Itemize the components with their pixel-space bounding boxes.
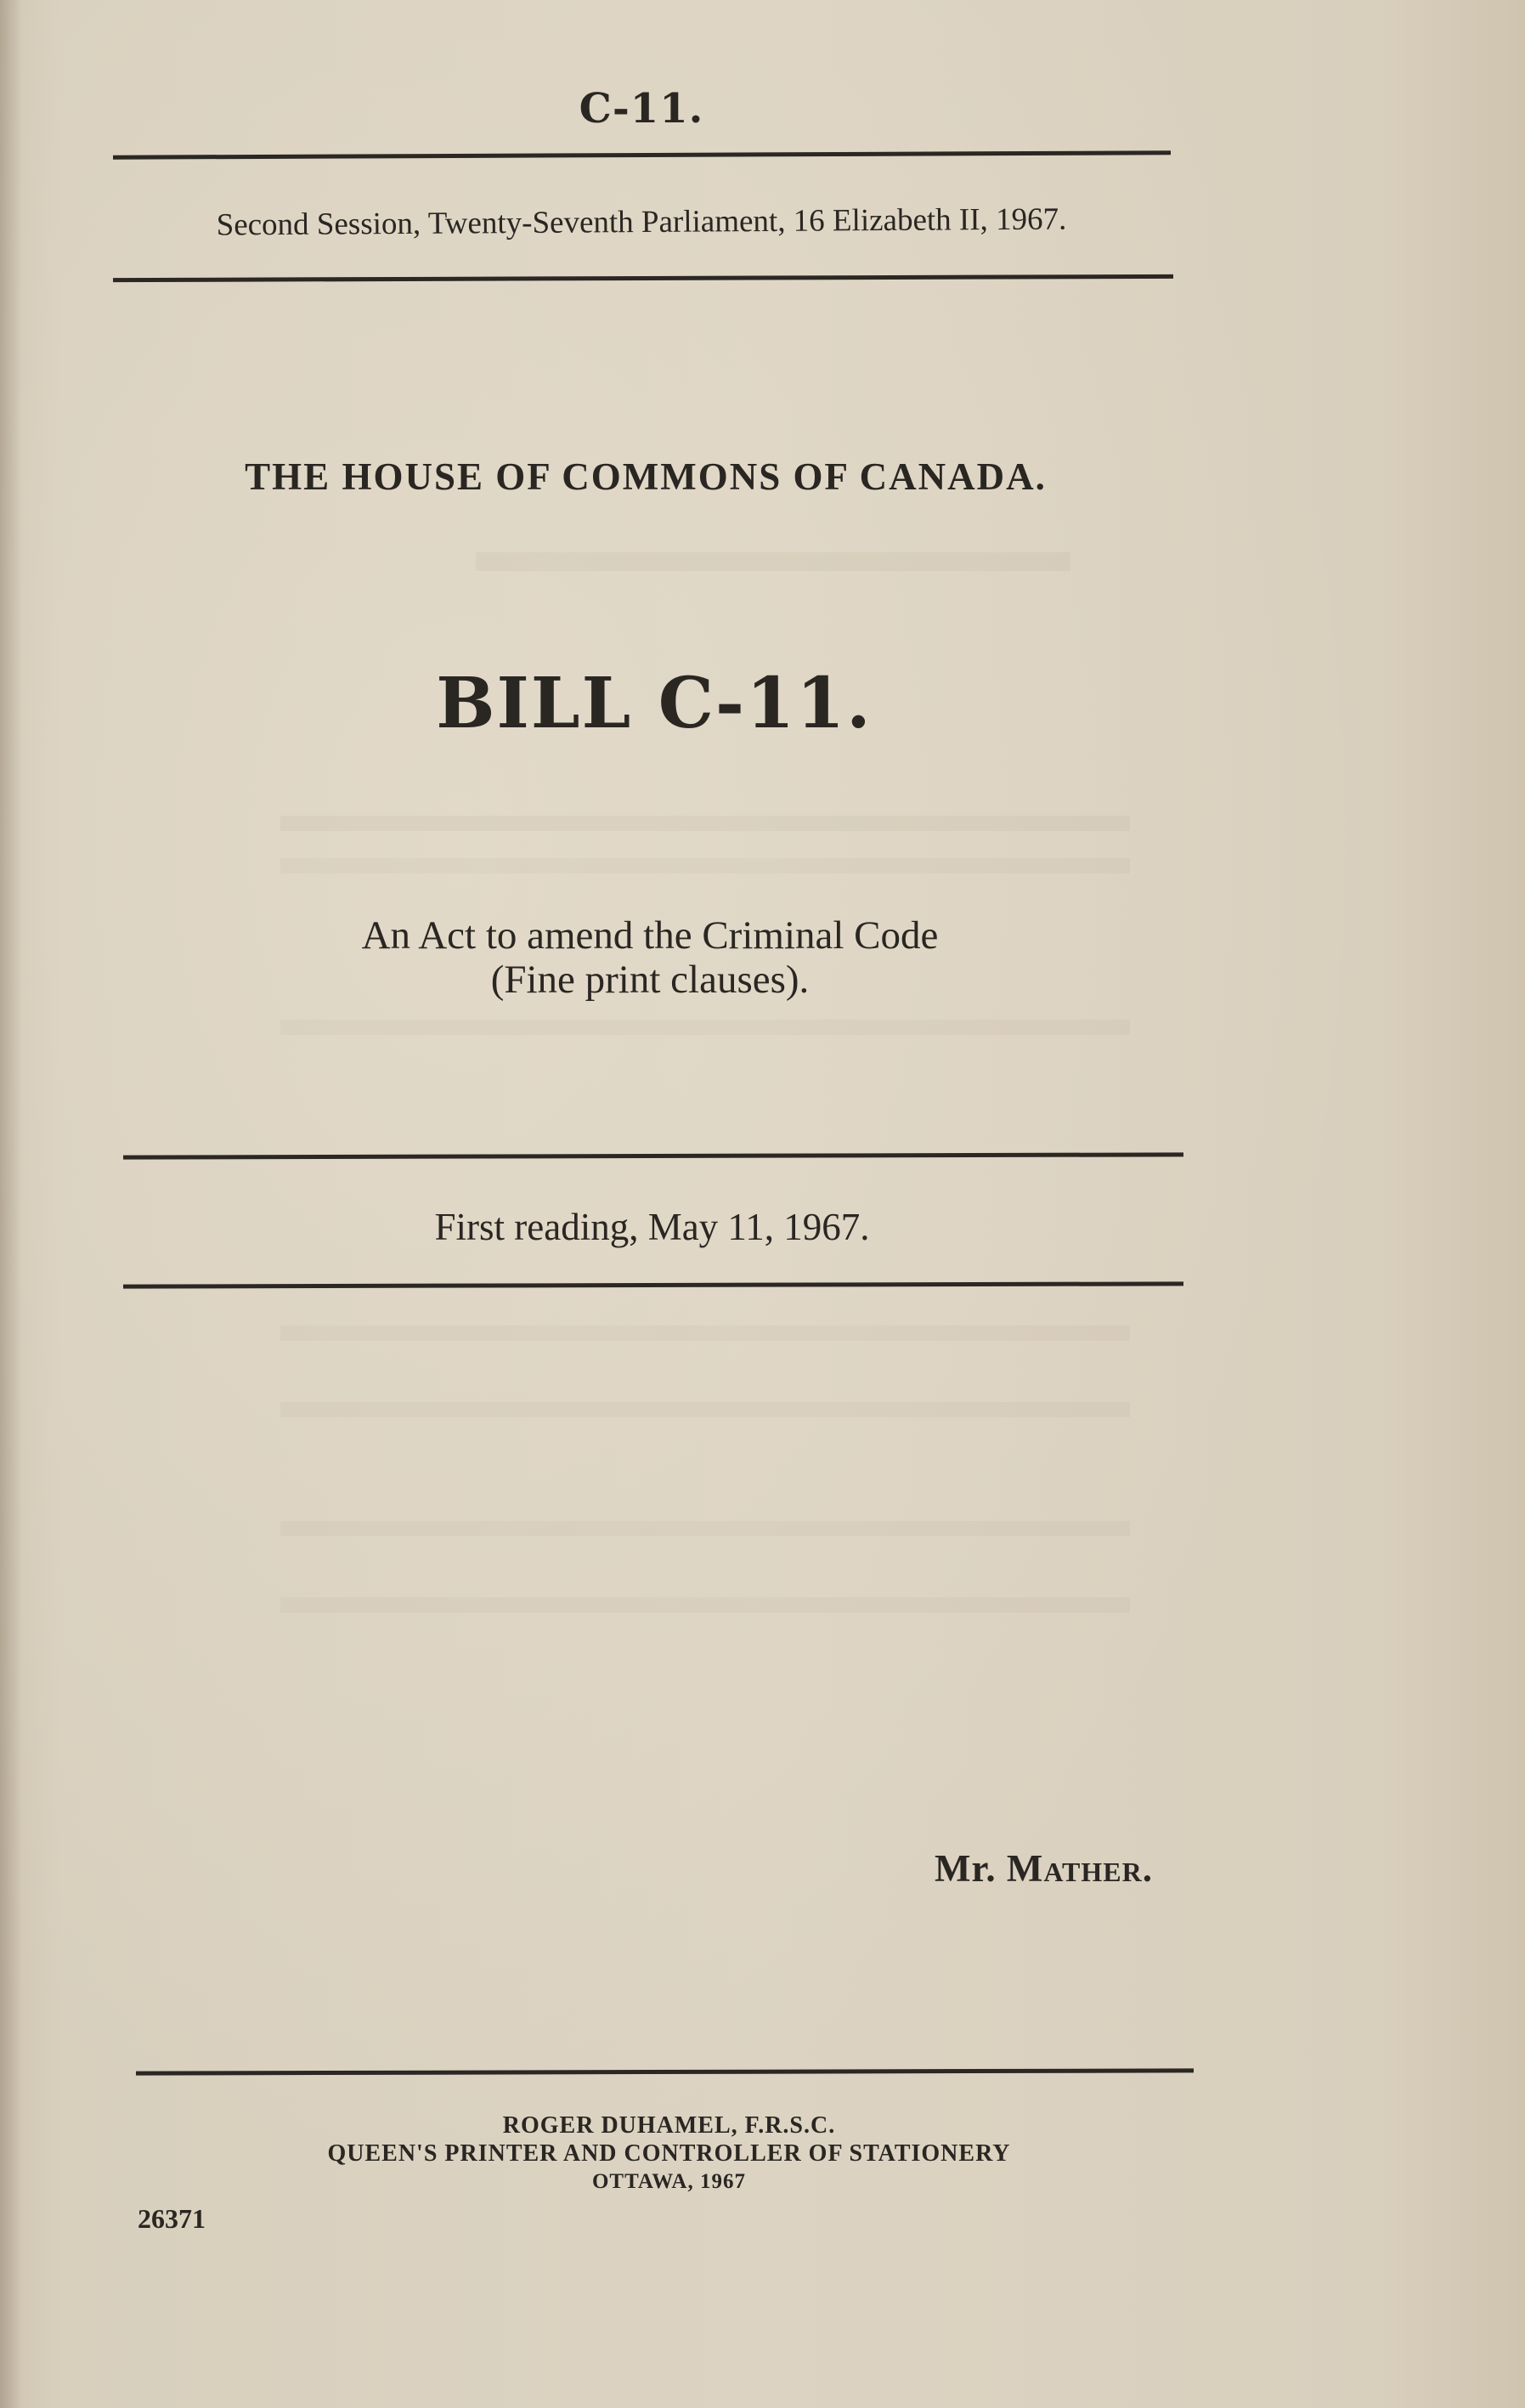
first-reading-line: First reading, May 11, 1967. (434, 1206, 870, 1248)
sponsor-surname: Mather. (1006, 1847, 1153, 1890)
bill-title: BILL C-11. (436, 663, 873, 744)
bleed-through-texture (280, 1597, 1130, 1613)
document-number: 26371 (138, 2203, 206, 2234)
printer-imprint (212, 2111, 1126, 2196)
bleed-through-texture (280, 858, 1130, 873)
act-title-line-2: (Fine print clauses). (490, 958, 810, 1002)
bleed-through-texture (280, 816, 1130, 831)
act-title-line-1: An Act to amend the Criminal Code (361, 913, 939, 958)
page-edge-shadow (0, 0, 22, 2408)
bleed-through-texture (280, 1521, 1130, 1536)
imprint-place-year: OTTAWA, 1967 (591, 2170, 746, 2193)
imprint-printer-office: QUEEN'S PRINTER AND CONTROLLER OF STATIONERY (327, 2140, 1011, 2167)
reading-rule-top (123, 1152, 1183, 1159)
session-line: Second Session, Twenty-Seventh Parliament, 16 Elizabeth II, 1967. (216, 201, 1067, 243)
imprint-rule (136, 2068, 1194, 2075)
bleed-through-texture (280, 1402, 1130, 1417)
bleed-through-texture (280, 1326, 1130, 1341)
sponsor-title: Mr. (935, 1847, 997, 1890)
reading-rule-bottom (123, 1281, 1183, 1288)
bleed-through-texture (280, 1020, 1130, 1035)
sponsor-name (935, 1846, 1153, 1891)
bleed-through-texture (476, 552, 1070, 571)
header-rule-top (113, 150, 1171, 159)
house-heading: THE HOUSE OF COMMONS OF CANADA. (245, 455, 1047, 498)
header-rule-bottom (113, 274, 1173, 282)
act-title (221, 913, 1079, 1002)
imprint-printer-name: ROGER DUHAMEL, F.R.S.C. (502, 2112, 836, 2139)
bill-code-header: C-11. (579, 85, 704, 133)
